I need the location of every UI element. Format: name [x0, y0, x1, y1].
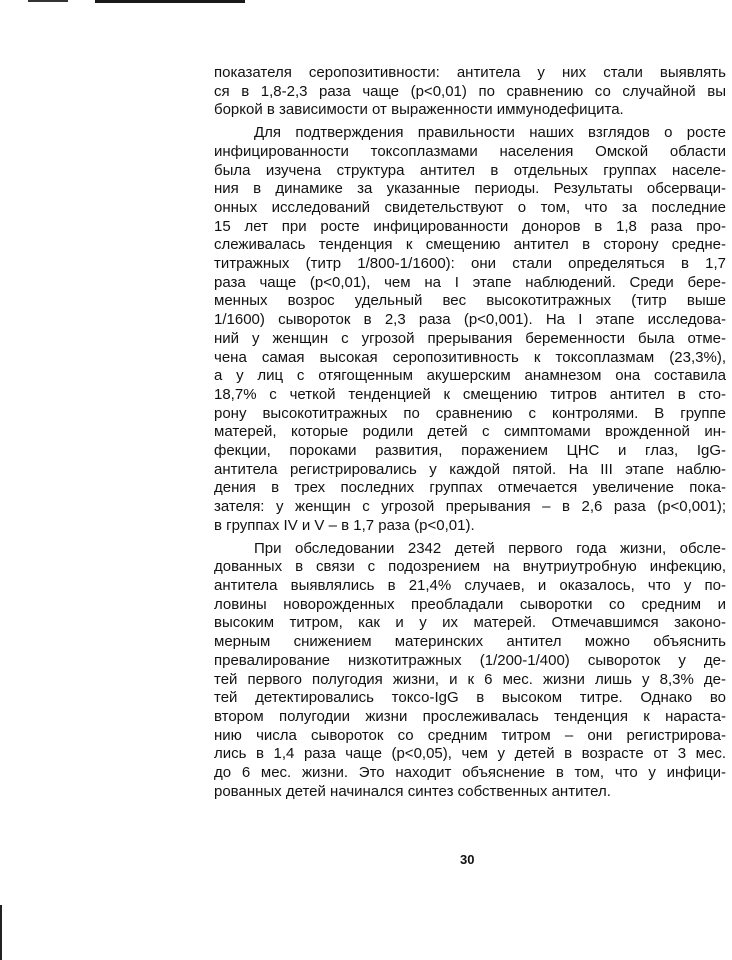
- text-line: антитела выявлялись в 21,4% случаев, и оказалось, что у по-: [214, 576, 726, 594]
- top-rule: [95, 0, 245, 3]
- page-number: 30: [460, 852, 475, 867]
- text-line: инфицированности токсоплазмами населения Омской области: [214, 142, 726, 160]
- body-text: [214, 64, 726, 801]
- text-line: онных исследований свидетельствуют о том, что за последние: [214, 198, 726, 216]
- text-line: превалирование низкотитражных (1/200-1/400) сывороток у де-: [214, 651, 726, 669]
- text-line: ловины новорожденных преобладали сыворотки со средним и: [214, 595, 726, 613]
- text-line: ний у женщин с угрозой прерывания беременности была отме-: [214, 329, 726, 347]
- text-line: 18,7% с четкой тенденцией к смещению титров антител в сто-: [214, 385, 726, 403]
- text-line: рованных детей начинался синтез собственных антител.: [214, 782, 611, 800]
- text-line: дения в трех последних группах отмечается увеличение пока-: [214, 479, 726, 497]
- text-line: ся в 1,8-2,3 раза чаще (р<0,01) по сравнению со случайной вы: [214, 82, 726, 100]
- text-line: фекции, пороками развития, поражением ЦНС и глаз, IgG-: [214, 442, 726, 460]
- text-line: 15 лет при росте инфицированности доноров в 1,8 раза про-: [214, 217, 726, 235]
- text-line: ния в динамике за указанные периоды. Результаты обсерваци-: [214, 180, 726, 198]
- text-line: лись в 1,4 раза чаще (р<0,05), чем у детей в возрасте от 3 мес.: [214, 745, 726, 763]
- paragraph-first-line: Для подтверждения правильности наших взглядов о росте: [254, 124, 726, 142]
- text-line: матерей, которые родили детей с симптомами врожденной ин-: [214, 423, 726, 441]
- text-line: а у лиц с отягощенным акушерским анамнезом она составила: [214, 367, 726, 385]
- text-line: 1/1600) сывороток в 2,3 раза (р<0,001). На I этапе исследова-: [214, 311, 726, 329]
- scan-edge-mark: [0, 905, 2, 960]
- text-line: титражных (титр 1/800-1/1600): они стали определяться в 1,7: [214, 255, 726, 273]
- text-line: менных возрос удельный вес высокотитражных (титр выше: [214, 292, 726, 310]
- text-line: втором полугодии жизни прослеживалась тенденция к нараста-: [214, 707, 726, 725]
- text-line: тей детектировались токсо-IgG в высоком титре. Однако во: [214, 689, 726, 707]
- text-line: антитела регистрировались у каждой пятой. На III этапе наблю-: [214, 460, 726, 478]
- text-line: раза чаще (р<0,01), чем на I этапе наблюдений. Среди бере-: [214, 273, 726, 291]
- text-line: чена самая высокая серопозитивность к токсоплазмам (23,3%),: [214, 348, 726, 366]
- text-line: до 6 мес. жизни. Это находит объяснение в том, что у инфици-: [214, 764, 726, 782]
- text-line: мерным снижением материнских антител можно объяснить: [214, 633, 726, 651]
- paragraph-first-line: При обследовании 2342 детей первого года жизни, обсле-: [254, 539, 726, 557]
- text-line: боркой в зависимости от выраженности иммунодефицита.: [214, 101, 624, 119]
- scan-edge-mark: [28, 0, 68, 2]
- text-line: дованных в связи с подозрением на внутриутробную инфекцию,: [214, 558, 726, 576]
- text-line: была изучена структура антител в отдельных группах населе-: [214, 161, 726, 179]
- text-line: в группах IV и V – в 1,7 раза (р<0,01).: [214, 516, 475, 534]
- text-line: показателя серопозитивности: антитела у них стали выявлять: [214, 64, 726, 81]
- text-line: рону высокотитражных по сравнению с контролями. В группе: [214, 404, 726, 422]
- text-line: тей первого полугодия жизни, и к 6 мес. жизни лишь у 8,3% де-: [214, 670, 726, 688]
- text-line: зателя: у женщин с угрозой прерывания – в 2,6 раза (р<0,001);: [214, 498, 726, 516]
- text-line: нию числа сывороток со средним титром – они регистрирова-: [214, 726, 726, 744]
- text-line: высоким титром, как и у их матерей. Отмечавшимся законо-: [214, 614, 726, 632]
- text-line: слеживалась тенденция к смещению антител в сторону средне-: [214, 236, 726, 254]
